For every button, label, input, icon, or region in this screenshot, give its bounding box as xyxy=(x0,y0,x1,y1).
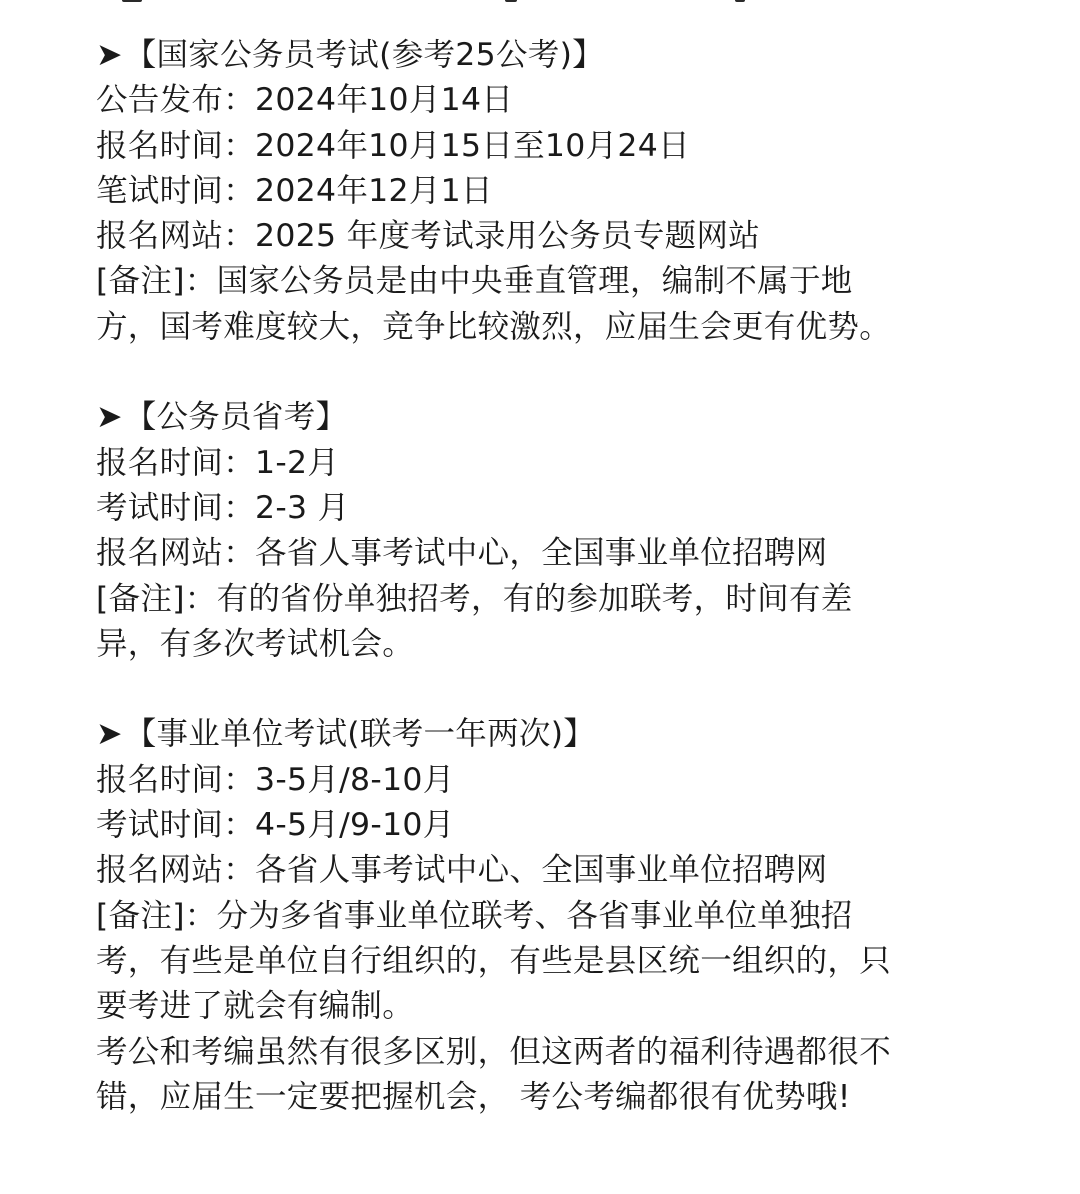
cropped-previous-line xyxy=(0,0,1080,6)
arrow-bullet-icon: ➤ xyxy=(96,37,123,73)
arrow-bullet-icon: ➤ xyxy=(96,716,123,753)
info-line-announcement: 公告发布：2024年10月14日 xyxy=(96,82,514,119)
closing-line: 考公和考编虽然有很多区别，但这两者的福利待遇都很不 xyxy=(96,1033,892,1070)
text-fragment xyxy=(505,0,517,2)
note-line: 考，有些是单位自行组织的，有些是县区统一组织的，只 xyxy=(96,942,892,979)
note-line: [备注]：分为多省事业单位联考、各省事业单位单独招 xyxy=(96,897,853,934)
info-line-exam-time: 考试时间：4-5月/9-10月 xyxy=(96,807,455,844)
text-fragment xyxy=(122,0,142,2)
section-public-institution-exam xyxy=(96,712,996,1120)
section-provincial-civil-service-exam xyxy=(96,395,996,667)
section-note xyxy=(96,259,996,350)
document-body xyxy=(96,33,996,1120)
info-line-registration-website: 报名网站：各省人事考试中心、全国事业单位招聘网 xyxy=(96,852,828,889)
section-note xyxy=(96,577,996,668)
note-line: 要考进了就会有编制。 xyxy=(96,988,415,1025)
section-title: 【国家公务员考试(参考25公考)】 xyxy=(124,37,604,73)
text-fragment xyxy=(735,0,745,2)
section-title: 【事业单位考试(联考一年两次)】 xyxy=(124,716,596,753)
note-line: 方，国考难度较大，竞争比较激烈，应届生会更有优势。 xyxy=(96,308,892,345)
note-line: [备注]：国家公务员是由中央垂直管理，编制不属于地 xyxy=(96,263,853,300)
section-national-civil-service-exam xyxy=(96,33,996,350)
info-line-registration-time: 报名时间：1-2月 xyxy=(96,444,340,481)
note-line: [备注]：有的省份单独招考，有的参加联考，时间有差 xyxy=(96,580,853,617)
section-heading xyxy=(96,712,996,757)
section-heading xyxy=(96,395,996,440)
info-line-registration-website: 报名网站：各省人事考试中心，全国事业单位招聘网 xyxy=(96,535,828,572)
info-line-registration-time: 报名时间：3-5月/8-10月 xyxy=(96,761,455,798)
section-heading xyxy=(96,33,996,78)
info-line-written-exam-time: 笔试时间：2024年12月1日 xyxy=(96,172,493,209)
arrow-bullet-icon: ➤ xyxy=(96,399,123,436)
info-line-registration-website: 报名网站：2025 年度考试录用公务员专题网站 xyxy=(96,218,761,255)
note-line: 异，有多次考试机会。 xyxy=(96,625,415,662)
info-line-registration-time: 报名时间：2024年10月15日至10月24日 xyxy=(96,127,690,164)
section-note xyxy=(96,894,996,1120)
closing-line: 错，应届生一定要把握机会， 考公考编都很有优势哦! xyxy=(96,1078,851,1115)
section-title: 【公务员省考】 xyxy=(124,399,348,436)
info-line-exam-time: 考试时间：2-3 月 xyxy=(96,489,350,526)
